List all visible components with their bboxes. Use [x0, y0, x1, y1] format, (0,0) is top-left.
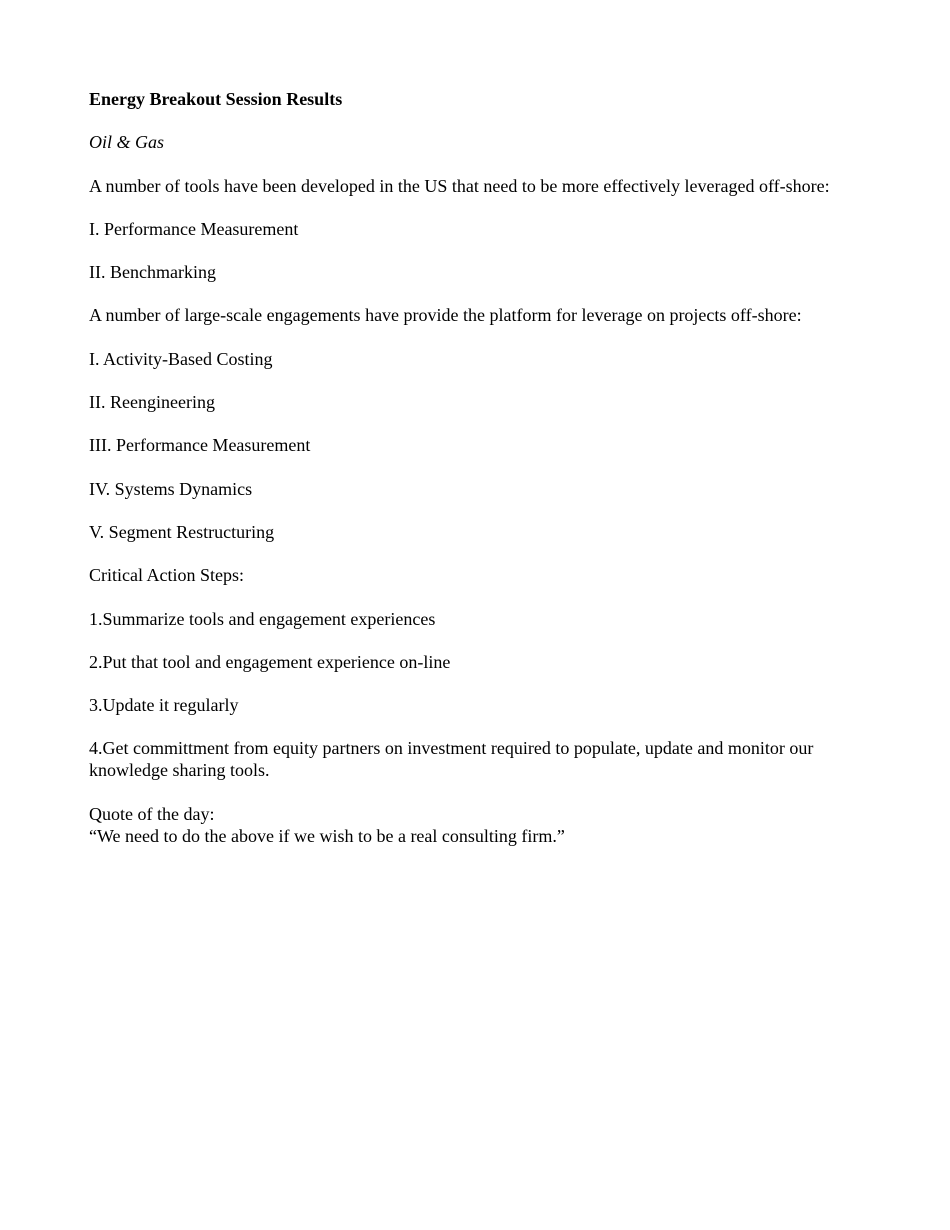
document-title: Energy Breakout Session Results — [89, 89, 343, 109]
action-step: 4.Get committment from equity partners on investment required to populate, update and monitor our knowledge sharing tools. — [89, 738, 814, 781]
engagement-item: I. Activity-Based Costing — [89, 348, 273, 369]
section-heading: Oil & Gas — [89, 132, 165, 153]
action-step: 1.Summarize tools and engagement experiences — [89, 608, 436, 629]
engagement-item: IV. Systems Dynamics — [89, 478, 253, 499]
quote-block — [89, 803, 869, 847]
tool-item: II. Benchmarking — [89, 262, 216, 283]
action-step: 2.Put that tool and engagement experience on-line — [89, 651, 451, 672]
engagement-item: II. Reengineering — [89, 392, 215, 413]
engagements-intro: A number of large-scale engagements have provide the platform for leverage on projects off-shore: — [89, 305, 802, 326]
steps-heading: Critical Action Steps: — [89, 565, 244, 586]
action-step: 3.Update it regularly — [89, 695, 239, 716]
tools-intro: A number of tools have been developed in the US that need to be more effectively leveraged off-shore: — [89, 175, 830, 196]
document-page — [89, 88, 869, 868]
tool-item: I. Performance Measurement — [89, 218, 299, 239]
engagement-item: III. Performance Measurement — [89, 435, 311, 456]
quote-label: Quote of the day: — [89, 803, 215, 824]
quote-text: “We need to do the above if we wish to be a real consulting firm.” — [89, 825, 565, 846]
engagement-item: V. Segment Restructuring — [89, 521, 275, 542]
